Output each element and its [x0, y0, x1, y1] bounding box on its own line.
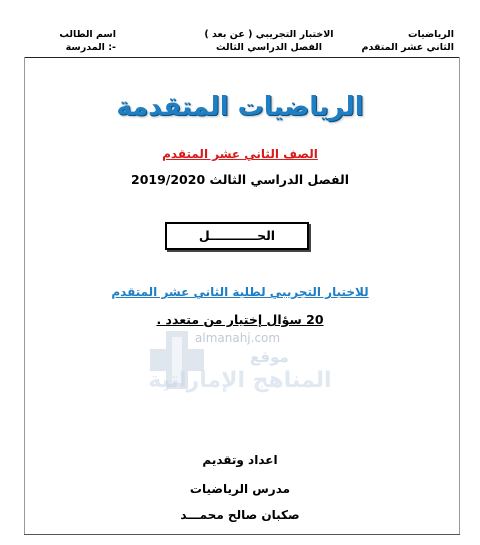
- watermark-line1: موقع: [250, 348, 289, 366]
- page-border-bottom: [24, 534, 460, 535]
- page-header: [24, 28, 458, 56]
- header-term: الفصل الدراسي الثالث: [216, 42, 322, 53]
- answer-key-box: الحـــــــــــل: [165, 222, 309, 250]
- mock-exam-label: للاختبار التجريبي لطلبة الثاني عشر المتقدم: [111, 285, 369, 299]
- teacher-name: صكبان صالح محمـــد: [180, 508, 300, 522]
- page-title: الرياضيات المتقدمة: [116, 92, 364, 122]
- header-exam-type: الاختبار التجريبي ( عن بعد ): [204, 29, 334, 40]
- header-exam-info: [194, 28, 344, 54]
- prepared-by-label: اعداد وتقديم: [202, 453, 278, 467]
- header-subject: [362, 28, 455, 54]
- grade-subtitle: الصف الثاني عشر المتقدم: [162, 147, 318, 161]
- watermark-site: almanahj.com: [195, 331, 281, 345]
- teacher-role: مدرس الرياضيات: [189, 482, 291, 496]
- header-grade: الثاني عشر المتقدم: [361, 42, 454, 53]
- header-divider: [24, 57, 460, 58]
- header-student-info: [46, 28, 116, 54]
- term-subtitle: الفصل الدراسي الثالث 2019/2020: [131, 172, 349, 187]
- header-student-name-label: اسم الطالب: [59, 29, 116, 40]
- header-subject-name: الرياضيات: [407, 29, 454, 40]
- watermark-line2: المناهج الإماراتية: [148, 368, 332, 393]
- header-school-label: المدرسة :-: [65, 42, 116, 53]
- question-count-label: 20 سؤال إختيار من متعدد .: [156, 312, 324, 327]
